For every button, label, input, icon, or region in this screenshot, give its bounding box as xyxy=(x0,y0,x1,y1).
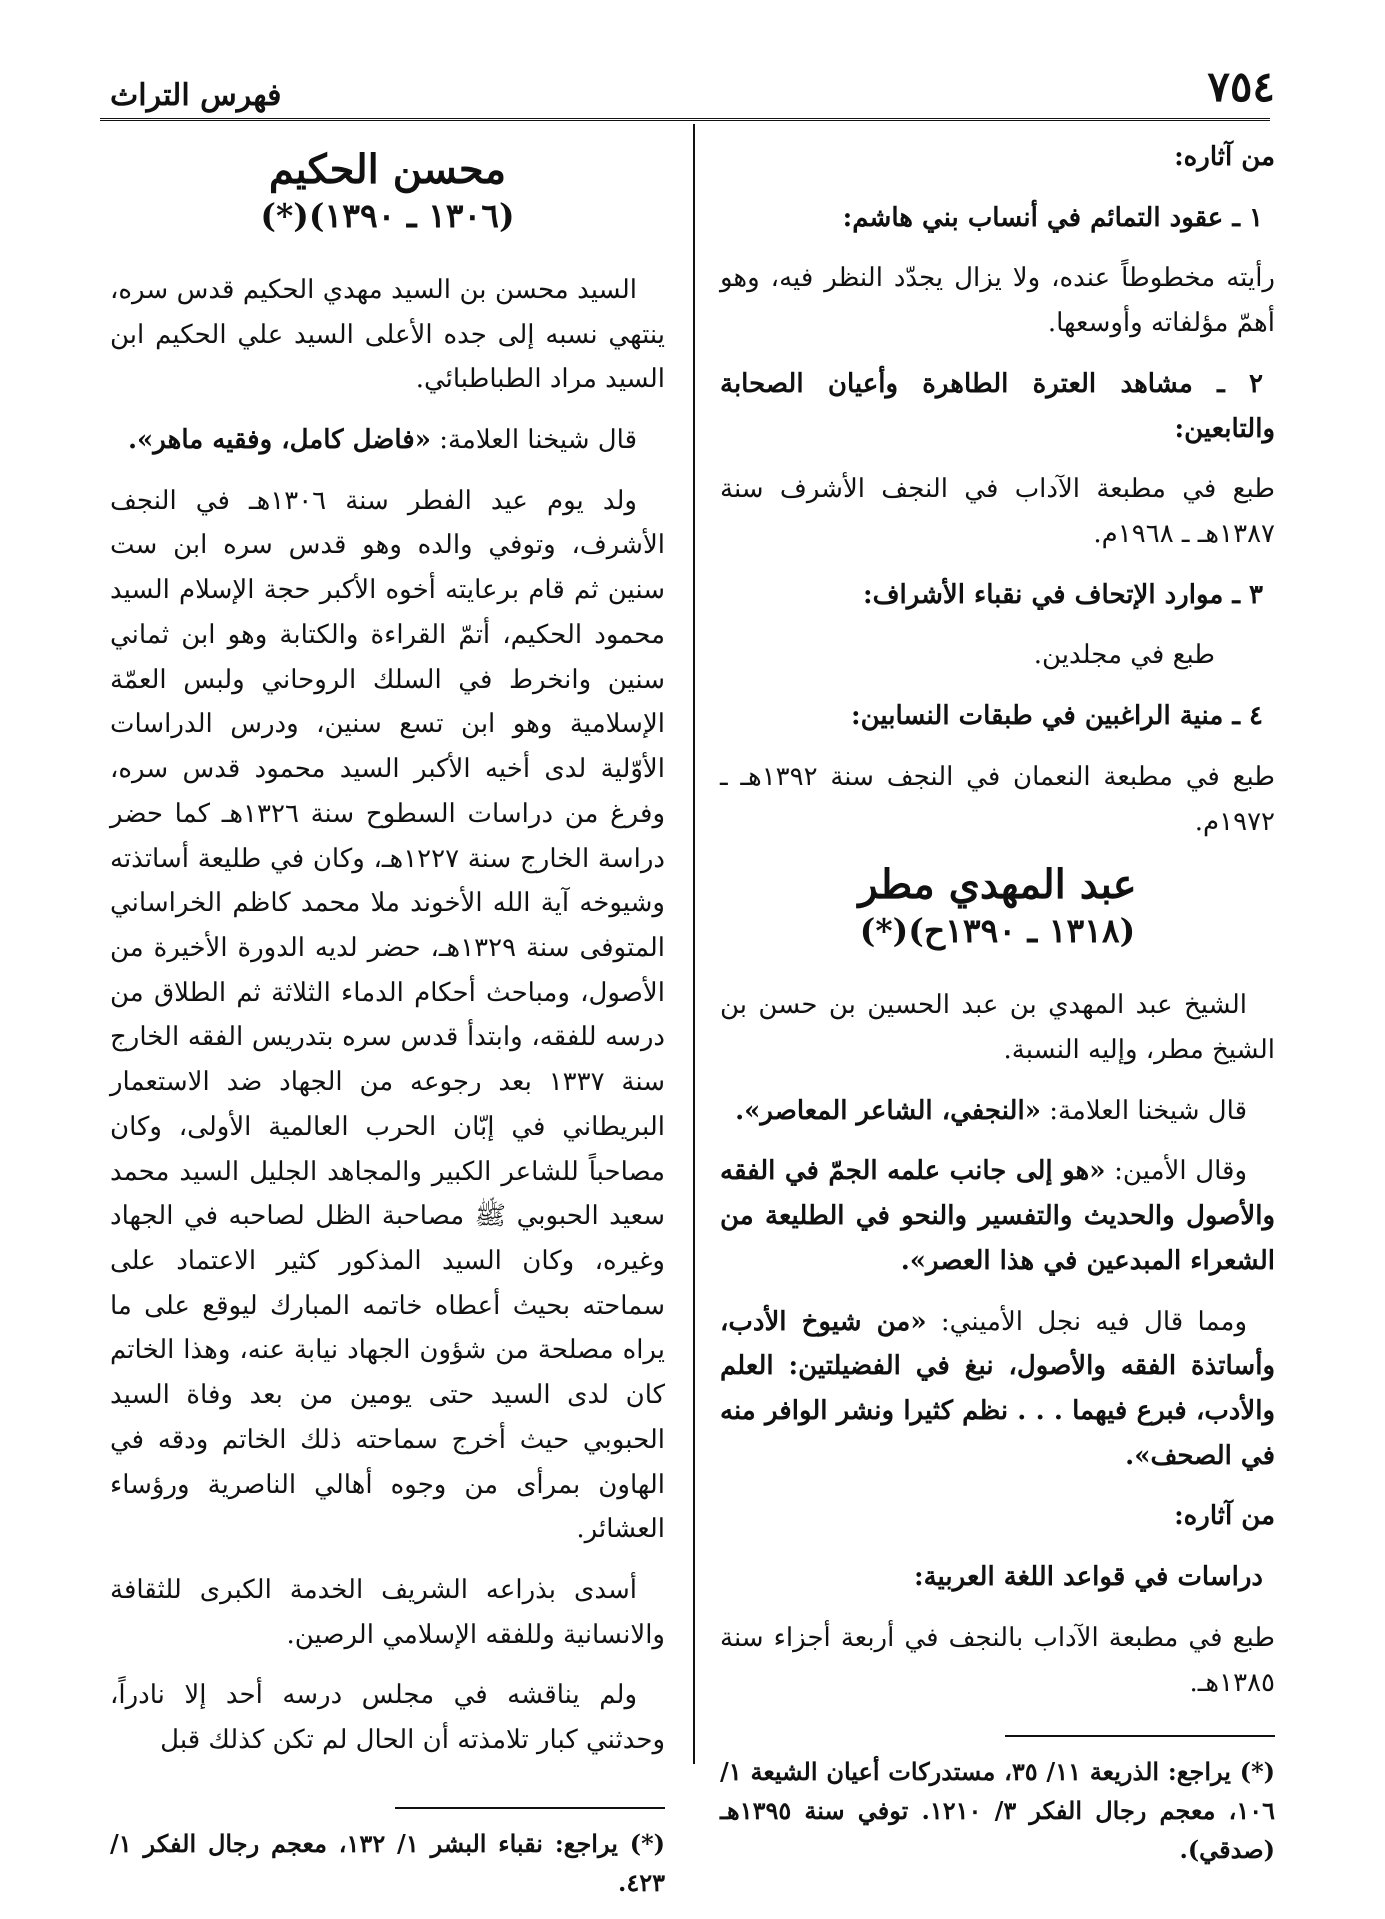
works-label: من آثاره: xyxy=(1174,1501,1275,1532)
left-column xyxy=(110,135,665,1919)
biography-paragraph: ولد يوم عيد الفطر سنة ١٣٠٦هـ في النجف الأشرف، وتوفي والده وهو قدس سره ابن ست سنين ثم قام برعايته أخوه الأكبر حجة الإسلام السيد محمود الحكيم، أتمّ القراءة والكتابة وهو ابن ثماني سنين وانخرط في السلك الروحاني ولبس العمّة الإسلامية وهو ابن تسع سنين، ودرس الدراسات الأوّلية لدى أخيه الأكبر السيد محمود قدس سره، وفرغ من دراسات السطوح سنة ١٣٢٦هـ كما حضر دراسة الخارج سنة ١٢٢٧هـ، وكان في طليعة أساتذته وشيوخه آية الله الأخوند ملا محمد كاظم الخراساني المتوفى سنة ١٣٢٩هـ، حضر لديه الدورة الأخيرة من الأصول، ومباحث أحكام الدماء الثلاثة ثم الطلاق من درسه للفقه، وابتدأ قدس سره بتدريس الفقه الخارج سنة ١٣٣٧ بعد رجوعه من الجهاد ضد الاستعمار البريطاني في إبّان الحرب العالمية الأولى، وكان مصاحباً للشاعر الكبير والمجاهد الجليل السيد محمد سعيد الحبوبي ﷺ مصاحبة الظل لصاحبه في الجهاد وغيره، وكان السيد المذكور كثير الاعتماد على سماحته بحيث أعطاه خاتمه المبارك ليوقع على ما يراه مصلحة من شؤون الجهاد نيابة عنه، وهذا الخاتم كان لدى السيد حتى يومين من بعد وفاة السيد الحبوبي حيث أخرج سماحته ذلك الخاتم ودقه في الهاون بمرأى من وجوه أهالي الناصرية ورؤساء العشائر. xyxy=(110,485,665,1545)
biography-paragraph: أسدى بذراعه الشريف الخدمة الكبرى للثقافة والانسانية وللفقه الإسلامي الرصين. xyxy=(110,1575,665,1650)
biography-dates: (١٣١٨ ـ ١٣٩٠ح)(*) xyxy=(859,911,1136,951)
biography-paragraph xyxy=(110,418,665,463)
work-title: ١ ـ عقود التمائم في أنساب بني هاشم: xyxy=(842,202,1263,233)
biography-paragraph xyxy=(720,1149,1275,1283)
right-column xyxy=(720,135,1275,1886)
footnote: (*) يراجع: نقباء البشر ١/ ١٣٢، معجم رجال الفكر ١/ ٤٢٣. xyxy=(110,1828,666,1897)
quote-intro: قال شيخنا العلامة: xyxy=(430,425,637,456)
biography-dates: (١٣٠٦ ـ ١٣٩٠)(*) xyxy=(260,196,515,235)
work-title: دراسات في قواعد اللغة العربية: xyxy=(914,1562,1263,1593)
header-rule xyxy=(100,118,1270,121)
quote: «فاضل كامل، وفقيه ماهر». xyxy=(127,425,431,456)
biography-paragraph: ولم يناقشه في مجلس درسه أحد إلا نادراً، وحدثني كبار تلامذته أن الحال لم تكن كذلك قبل xyxy=(110,1680,665,1756)
works-label: من آثاره: xyxy=(1174,142,1275,172)
quote: «من شيوخ الأدب، وأساتذة الفقه والأصول، نبغ في الفضيلتين: العلم والأدب، فبرع فيهما . . . نظم كثيرا ونشر الوافر منه في الصحف». xyxy=(720,1306,1275,1471)
footnote: (*) يراجع: الذريعة ١١/ ٣٥، مستدركات أعيان الشيعة ١/ ١٠٦، معجم رجال الفكر ٣/ ١٢١٠. توفي سنة ١٣٩٥هـ (صدقي). xyxy=(720,1757,1275,1865)
footnote-rule xyxy=(1005,1735,1275,1737)
quote-intro: قال شيخنا العلامة: xyxy=(1040,1095,1247,1126)
biography-name: محسن الحكيم xyxy=(268,146,507,193)
biography-paragraph xyxy=(720,1300,1275,1479)
quote: «هو إلى جانب علمه الجمّ في الفقه والأصول والحديث والتفسير والنحو في الطليعة من الشعراء المبدعين في هذا العصر». xyxy=(720,1156,1275,1276)
quote-intro: ومما قال فيه نجل الأميني: xyxy=(926,1306,1247,1337)
work-note: رأيته مخطوطاً عنده، ولا يزال يجدّد النظر فيه، وهو أهمّ مؤلفاته وأوسعها. xyxy=(720,263,1275,339)
footnote-rule xyxy=(395,1807,665,1809)
page-number: ٧٥٤ xyxy=(1207,62,1275,111)
biography-paragraph xyxy=(720,1089,1275,1134)
quote: «النجفي، الشاعر المعاصر». xyxy=(735,1095,1041,1126)
work-title: ٣ ـ موارد الإتحاف في نقباء الأشراف: xyxy=(863,579,1263,610)
biography-paragraph: السيد محسن بن السيد مهدي الحكيم قدس سره، ينتهي نسبه إلى جده الأعلى السيد علي الحكيم ابن السيد مراد الطباطبائي. xyxy=(110,274,665,395)
column-divider xyxy=(693,124,695,1764)
running-title: فهرس التراث xyxy=(110,78,282,113)
quote-intro: وقال الأمين: xyxy=(1105,1156,1248,1187)
work-note: طبع في مطبعة الآداب في النجف الأشرف سنة ١٣٨٧هـ ـ ١٩٦٨م. xyxy=(720,474,1275,550)
work-note: طبع في مطبعة الآداب بالنجف في أربعة أجزاء سنة ١٣٨٥هـ. xyxy=(720,1622,1275,1698)
biography-name: عبد المهدي مطر xyxy=(858,861,1137,909)
biography-paragraph: الشيخ عبد المهدي بن عبد الحسين بن حسن بن الشيخ مطر، وإليه النسبة. xyxy=(720,990,1275,1065)
work-title: ٤ ـ منية الراغبين في طبقات النسابين: xyxy=(850,701,1263,732)
work-title: ٢ ـ مشاهد العترة الطاهرة وأعيان الصحابة والتابعين: xyxy=(720,368,1275,444)
work-note: طبع في مجلدين. xyxy=(1033,640,1215,671)
work-note: طبع في مطبعة النعمان في النجف سنة ١٣٩٢هـ ـ ١٩٧٢م. xyxy=(720,761,1275,837)
